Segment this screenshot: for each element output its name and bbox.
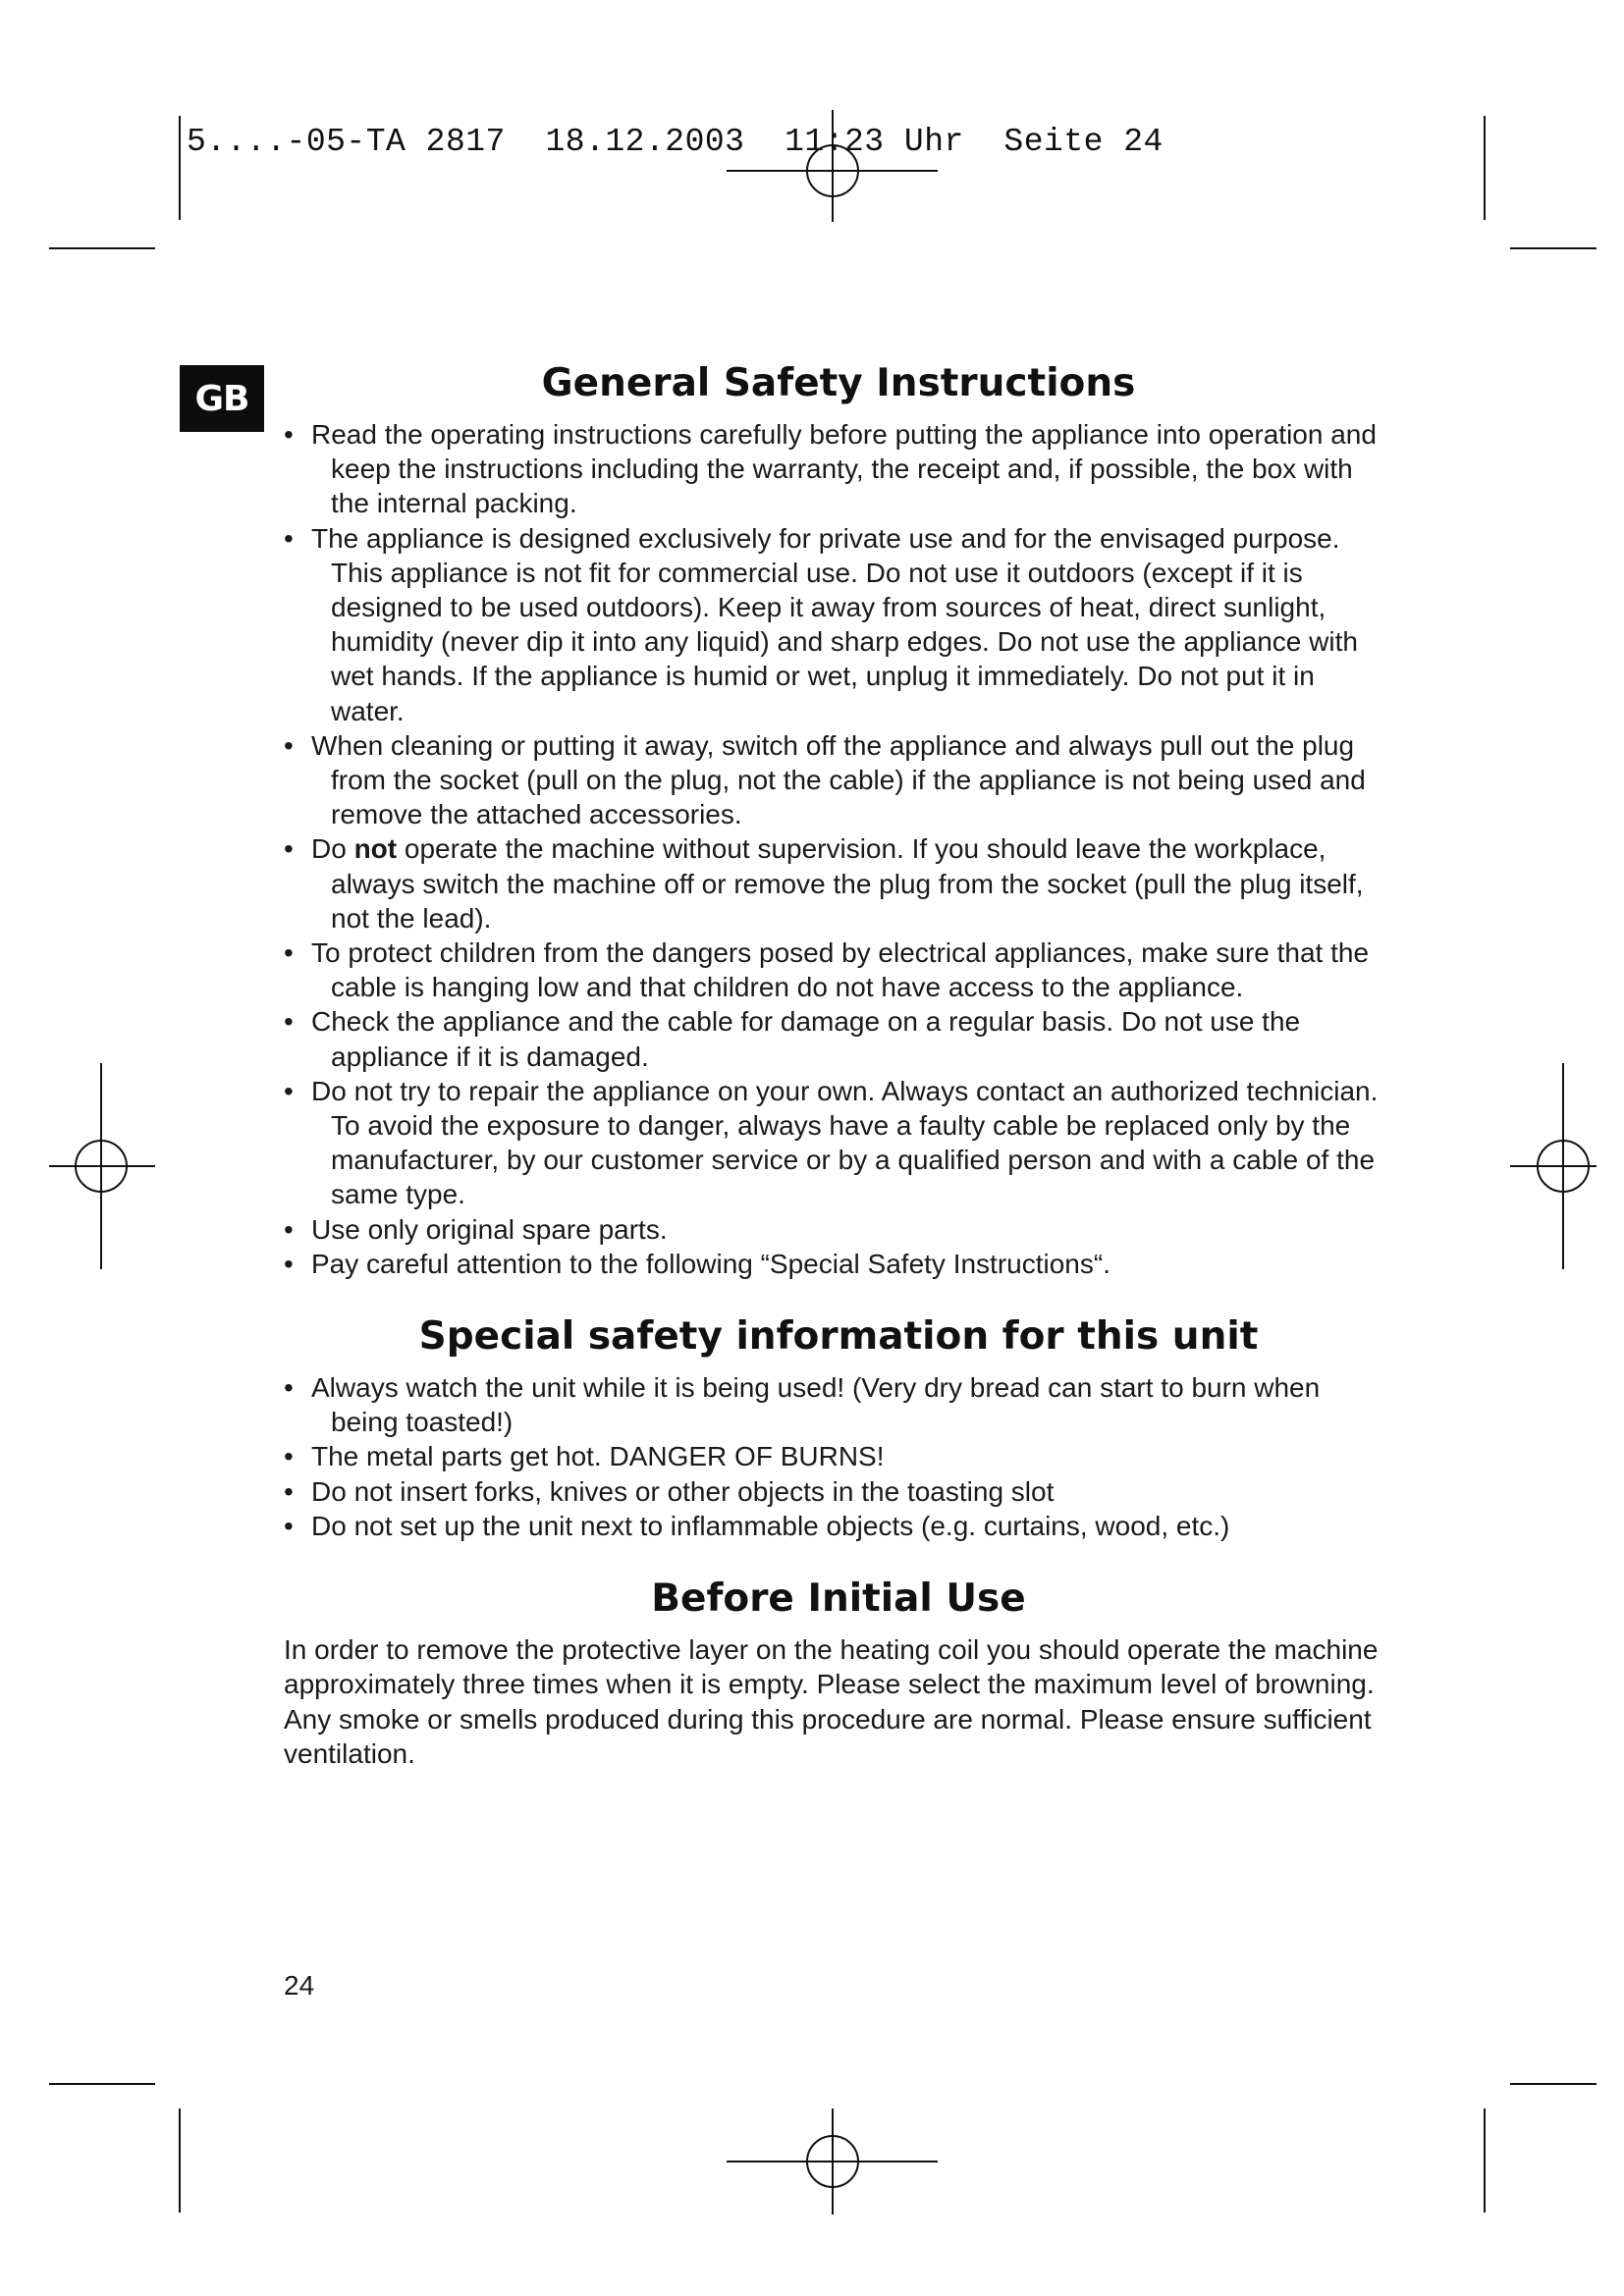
list-item: • To protect children from the dangers posed by electrical appliances, make sure that the cable is hanging low and that children do not have access to the appliance. — [284, 935, 1393, 1004]
list-item: • The metal parts get hot. DANGER OF BURNS! — [284, 1439, 1393, 1473]
list-item: • Check the appliance and the cable for damage on a regular basis. Do not use the appliance if it is damaged. — [284, 1004, 1393, 1073]
list-item: • The appliance is designed exclusively for private use and for the envisaged purpose. This appliance is not fit for commercial use. Do not use it outdoors (except if it is designed to be used outdoors). Keep it away from sources of heat, direct sunlight, humidity (never dip it into any liquid) and sharp edges. Do not use the appliance with wet hands. If the appliance is humid or wet, unplug it immediately. Do not put it in water. — [284, 521, 1393, 728]
list-item: • Do not insert forks, knives or other objects in the toasting slot — [284, 1474, 1393, 1509]
page-number: 24 — [284, 1970, 315, 2001]
print-slug-header: 5....-05-TA 2817 18.12.2003 11:23 Uhr Seite 24 — [187, 124, 1164, 160]
list-item: • Pay careful attention to the following “Special Safety Instructions“. — [284, 1247, 1393, 1281]
paragraph: In order to remove the protective layer on the heating coil you should operate the machine approximately three times when it is empty. Please select the maximum level of browning. Any smoke or smells produced during this procedure are normal. Please ensure sufficient ventilation. — [284, 1634, 1379, 1769]
language-tab: GB — [180, 365, 264, 432]
special-safety-list — [284, 1370, 1393, 1543]
section-title: General Safety Instructions — [541, 361, 1136, 405]
section-title: Before Initial Use — [651, 1576, 1026, 1622]
list-item: • Always watch the unit while it is being used! (Very dry bread can start to burn when being toasted!) — [284, 1370, 1393, 1439]
general-safety-list — [284, 417, 1393, 1281]
general-safety-section — [284, 361, 1393, 1281]
list-item: • Do not set up the unit next to inflammable objects (e.g. curtains, wood, etc.) — [284, 1509, 1393, 1543]
before-initial-use-section — [284, 1576, 1393, 1771]
text-span: operate the machine without supervision. If you should leave the workplace, always switch the machine off or remove the plug from the socket (pull the plug itself, not the lead). — [331, 833, 1364, 934]
bold-emphasis: not — [353, 833, 398, 865]
special-safety-section — [284, 1314, 1393, 1543]
list-item: • Use only original spare parts. — [284, 1212, 1393, 1247]
list-item — [284, 831, 1393, 935]
text-span: Do — [311, 833, 354, 865]
section-title: Special safety information for this unit — [418, 1314, 1259, 1360]
list-item: • Read the operating instructions carefully before putting the appliance into operation and keep the instructions including the warranty, the receipt and, if possible, the box with the internal packing. — [284, 417, 1393, 521]
list-item: • Do not try to repair the appliance on your own. Always contact an authorized technician. To avoid the exposure to danger, always have a faulty cable be replaced only by the manufacturer, by our customer service or by a qualified person and with a cable of the same type. — [284, 1074, 1393, 1212]
main-content — [284, 361, 1393, 1771]
list-item: • When cleaning or putting it away, switch off the appliance and always pull out the plug from the socket (pull on the plug, not the cable) if the appliance is not being used and remove the attached accessories. — [284, 728, 1393, 832]
